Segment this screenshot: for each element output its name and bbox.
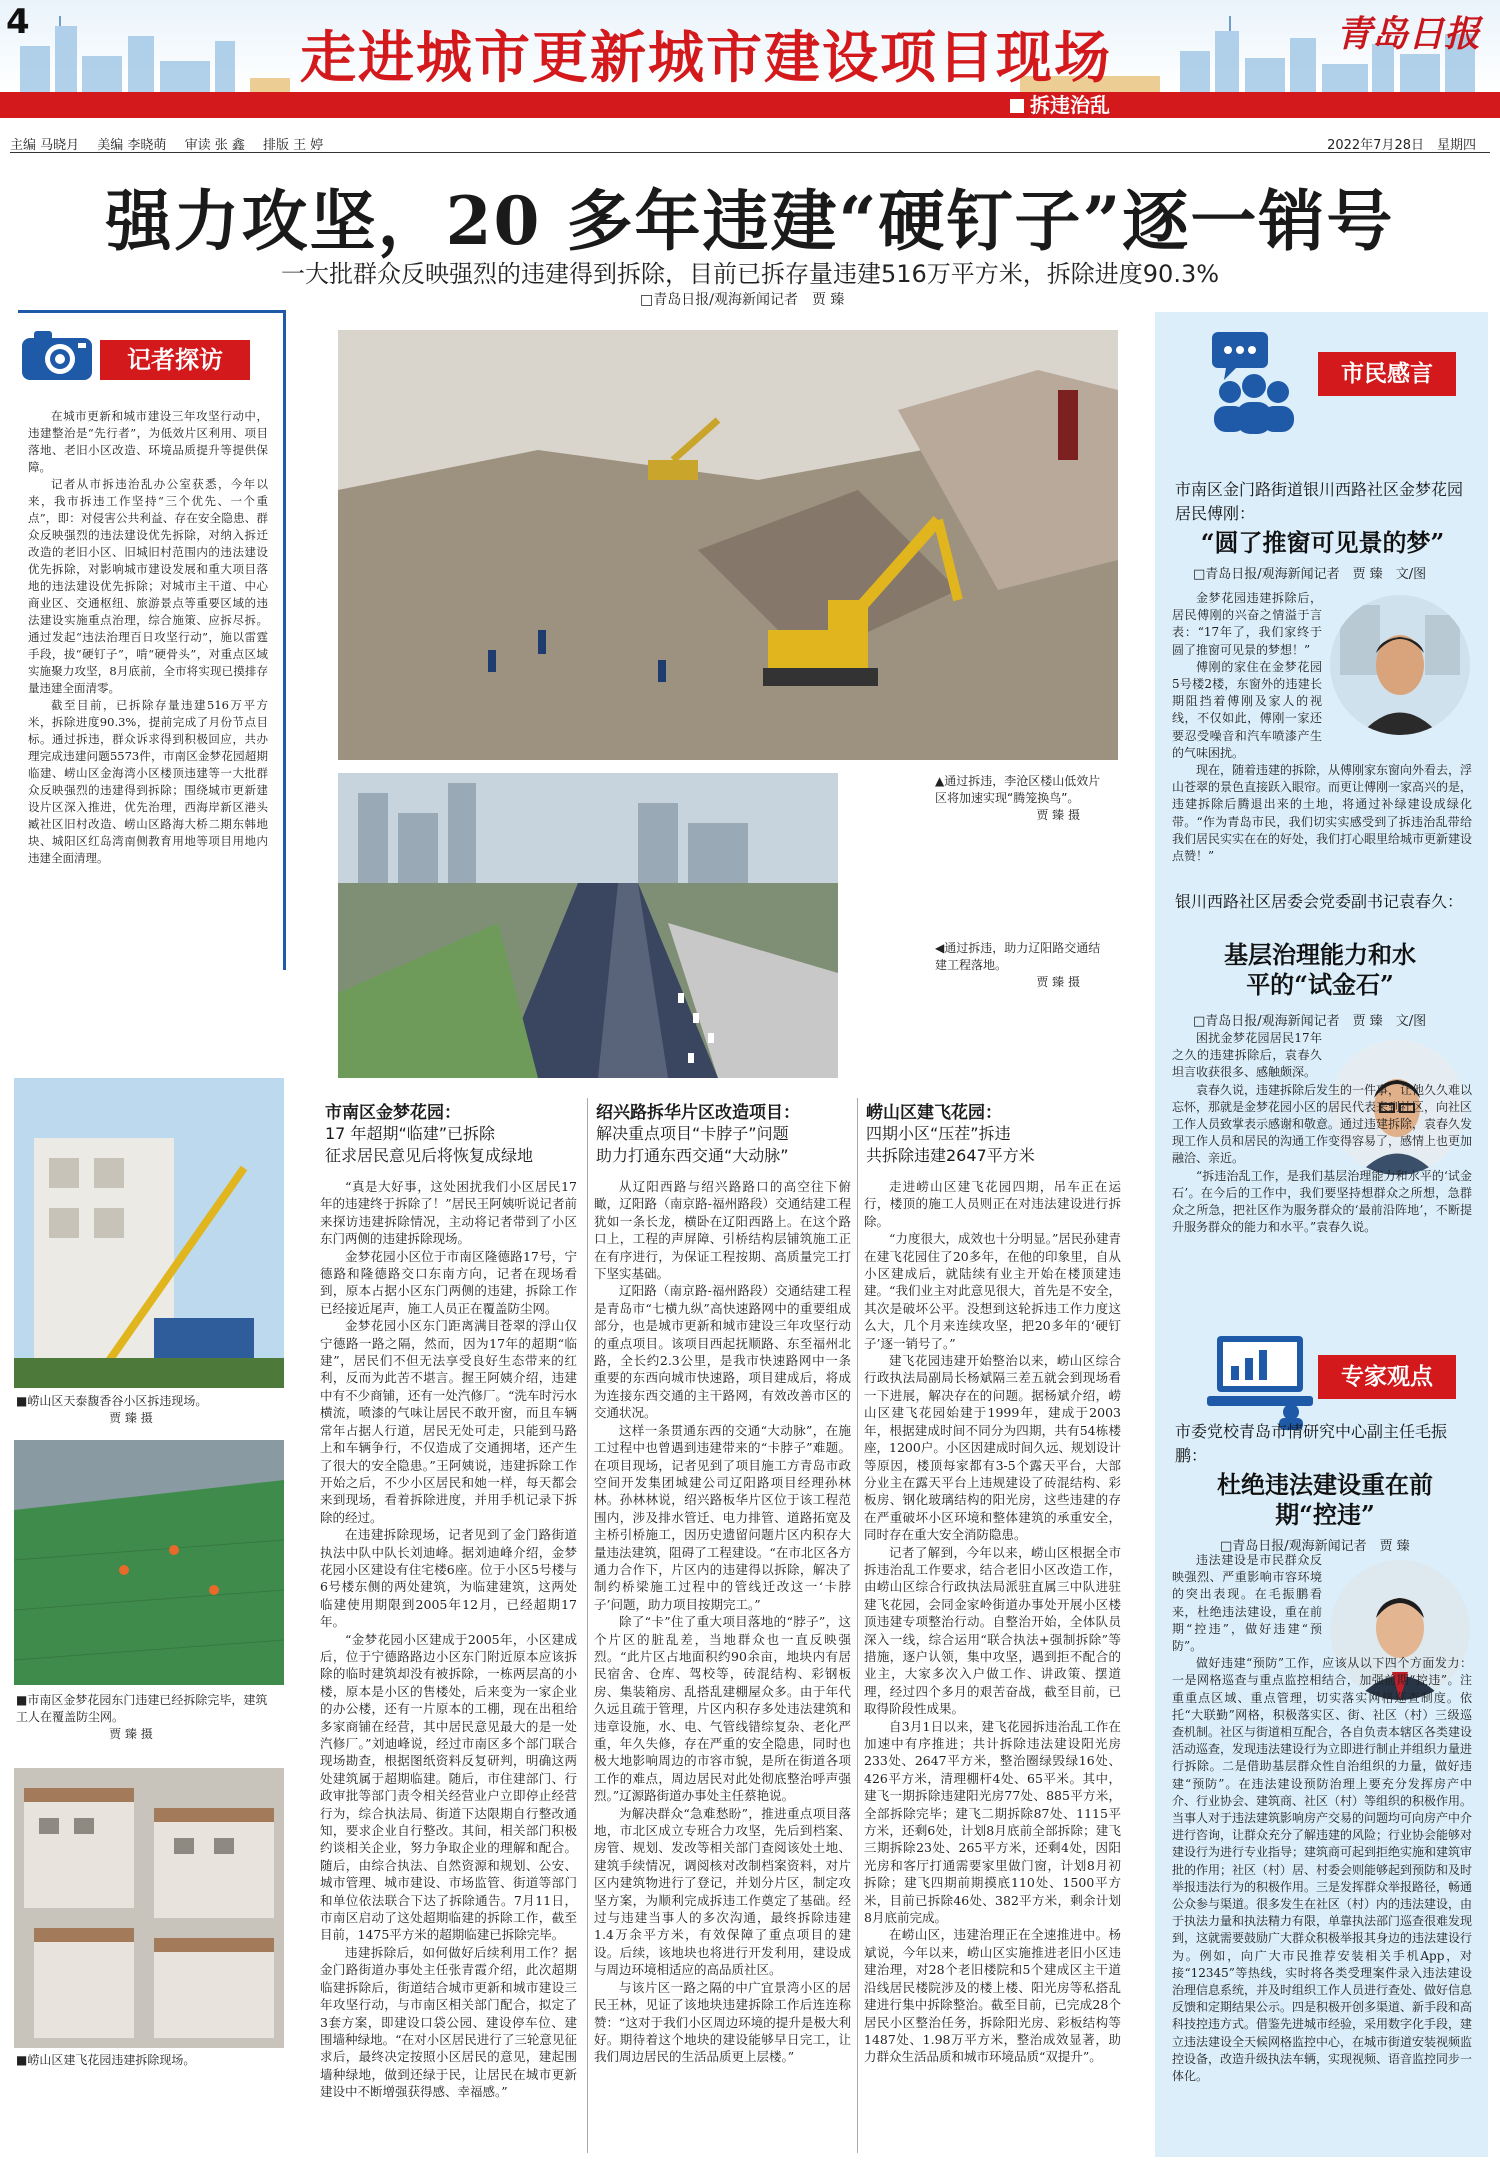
story-body-2 xyxy=(594,1178,851,2153)
resident1-title: “圆了推窗可见景的梦” xyxy=(1200,528,1445,557)
credit-layout: 排版 王 婷 xyxy=(262,138,324,153)
paragraph: 做好违建“预防”工作，应该从以下四个方面发力：一是网格巡查与重点监控相结合，加强前期“控违”。注重重点区域、重点管理，切实落实网格巡查制度。依托“大联勤”网格，积极落实区、街、社区（村）三级巡查机制。社区与街道相互配合，各自负责本辖区各类建设活动巡查，发现违法建设行为立即进行制止并组织力量进行拆除。二是借助基层群众性自治组织的力量，做好违建“预防”。在违法建设预防治理上要充分发挥房产中介、行业协会、建筑商、社区（村）等组织的积极作用。当事人对于违法建筑影响房产交易的问题均可向房产中介进行咨询，让群众充分了解违建的风险；行业协会能够对建设行为进行专业指导；建筑商可起到拒绝实施和建筑审批的作用；社区（村）居、村委会则能够起到预防和及时举报违法行为的积极作用。三是发挥群众举报路径，畅通公众参与渠道。很多发生在社区（村）内的违法建设，由于执法力量和执法精力有限，单靠执法部门巡查很难发现到，这就需要鼓励广大群众积极举报其身边的违法建设行为。例如，向广大市民推荐安装相关手机App，对接“12345”等热线，实时将各类受理案件录入违法建设治理信息系统，并及时组织工作人员进行查处、做好信息反馈和定期结果公示。四是积极开创多渠道、新手段和高科技控违方式。借鉴先进城市经验，采用数字化手段，建立违法建设全天候网格监控中心，在城市街道安装视频监控设备，改造升级执法车辆，实现视频、语音监控同步一体化。 xyxy=(1172,1656,1472,2084)
paragraph: 金梦花园违建拆除后，居民傅刚的兴奋之情溢于言表：“17年了，我们家终于圆了推窗可见景的梦想！” xyxy=(1172,591,1322,657)
caption-left-photo-3 xyxy=(16,2052,276,2069)
caption-text: ◀通过拆违，助力辽阳路交通结建工程落地。 xyxy=(935,941,1101,972)
newspaper-logo: 青岛日报 xyxy=(1335,13,1480,55)
credits-bar xyxy=(10,134,1490,153)
story-subtitle: 助力打通东西交通“大动脉” xyxy=(596,1146,789,1165)
resident2-title: 基层治理能力和水平的“试金石” xyxy=(1224,940,1416,999)
photo-credit: 贾 臻 摄 xyxy=(109,1727,153,1741)
caption-top-photo xyxy=(935,773,1110,824)
paragraph: 困扰金梦花园居民17年之久的违建拆除后，袁春久坦言收获很多、感触颇深。 xyxy=(1172,1031,1322,1080)
issue-date: 2022年7月28日 星期四 xyxy=(1327,138,1476,153)
paragraph: 在违建拆除现场，记者见到了金门路街道执法中队中队长刘迪峰。据刘迪峰介绍，金梦花园小区建设有住宅楼6座。位于小区5号楼与6号楼东侧的两处建筑，为临建建筑，这两处临建使用期限到2005年12月，已经超期17年。 xyxy=(320,1527,577,1630)
story-subtitle: 征求居民意见后将恢复成绿地 xyxy=(325,1146,534,1165)
paragraph: 建飞花园违建开始整治以来，崂山区综合行政执法局副局长杨斌隔三差五就会到现场看一下进展，解决存在的问题。据杨斌介绍，崂山区建飞花园始建于1999年，建成于2003年，根据建成时间不同分为四期，共有54栋楼座，1200户。小区因建成时间久远、规划设计等原因，楼顶每家都有3-5个露天平台，大部分业主在露天平台上违规建设了砖混结构、彩板房、钢化玻璃结构的阳光房，这些违建的存在严重破坏小区环境和整体建筑的承重安全，同时存在重大安全消防隐患。 xyxy=(864,1353,1121,1543)
resident1-byline: □青岛日报/观海新闻记者 贾 臻 文/图 xyxy=(1193,567,1427,582)
divider xyxy=(587,1098,588,2153)
caption-text: ■市南区金梦花园东门违建已经拆除完毕，建筑工人在覆盖防尘网。 xyxy=(16,1693,268,1724)
paragraph: 金梦花园小区东门距离满目苍翠的浮山仅宁德路一路之隔，然而，因为17年的超期“临建”，居民们不但无法享受良好生态带来的红利，反而为此苦不堪言。握王阿姨介绍，违建中有不少商铺，还有一处汽修厂。“洗车时污水横流，喷漆的气味让居民不敢开窗，而且车辆常年占据人行道，居民无处可走，只能到马路上和车辆争行，不仅造成了交通拥堵，还产生了很大的安全隐患。”王阿姨说，违建拆除工作开始之后，不少小区居民和她一样，每天都会来到现场，看着拆除进度，并用手机记录下拆除的经过。 xyxy=(320,1318,577,1525)
divider xyxy=(857,1098,858,2153)
square-icon xyxy=(1010,99,1024,113)
expert-byline: □青岛日报/观海新闻记者 贾 臻 xyxy=(1220,1539,1410,1554)
paragraph: 违建拆除后，如何做好后续利用工作？据金门路街道办事处主任张青霞介绍，此次超期临建拆除后，街道结合城市更新和城市建设三年攻坚行动，与市南区相关部门配合，拟定了3套方案，即建设口袋公园、建设停车位、建围墙种绿地。“在对小区居民进行了三轮意见征求后，最终决定按照小区居民的意见，建起围墙种绿地，做到还绿于民，让居民在城市更新建设中不断增强获得感、幸福感。” xyxy=(320,1944,577,2100)
divider xyxy=(10,152,1490,153)
credit-editor: 主编 马晓月 xyxy=(10,138,80,153)
caption-left-photo-2 xyxy=(16,1692,276,1743)
resident1-intro: 市南区金门路街道银川西路社区金梦花园居民傅刚： xyxy=(1175,480,1464,523)
paragraph: 袁春久说，违建拆除后发生的一件事，让他久久难以忘怀，那就是金梦花园小区的居民代表来到社区，向社区工作人员致掌表示感谢和敬意。通过违建拆除，袁春久发现工作人员和居民的沟通工作变得容易了，感情上也更加融洽、亲近。 xyxy=(1172,1082,1472,1166)
paragraph: 傅刚的家住在金梦花园5号楼2楼，东窗外的违建长期阻挡着傅刚及家人的视线，不仅如此，傅刚一家还要忍受噪音和汽车喷漆产生的气味困扰。 xyxy=(1172,659,1322,760)
reporter-column-text xyxy=(28,408,268,867)
section-tag xyxy=(1000,92,1120,118)
photo-credit: 贾 臻 摄 xyxy=(109,1411,153,1425)
story-subtitle: 共拆除违建2647平方米 xyxy=(866,1146,1035,1165)
story-location: 崂山区建飞花园： xyxy=(866,1103,1002,1123)
story-subtitle: 解决重点项目“卡脖子”问题 xyxy=(596,1124,789,1143)
story-heading-2 xyxy=(596,1098,846,1167)
paragraph: 走进崂山区建飞花园四期，吊车正在运行，楼顶的施工人员则正在对违法建设进行拆除。 xyxy=(864,1179,1121,1229)
paragraph: “拆违治乱工作，是我们基层治理能力和水平的‘试金石’。在今后的工作中，我们要坚持想群众之所想，急群众之所急，把社区作为服务群众的‘最前沿阵地’，不断提升服务群众的能力和水平。”袁春久说。 xyxy=(1172,1168,1472,1235)
story-heading-3 xyxy=(866,1098,1116,1167)
resident2-byline: □青岛日报/观海新闻记者 贾 臻 文/图 xyxy=(1193,1014,1427,1029)
paragraph: 金梦花园小区位于市南区隆德路17号，宁德路和隆德路交口东南方向，记者在现场看到，原本占据小区东门两侧的违建，拆除工作已经接近尾声，施工人员正在覆盖防尘网。 xyxy=(320,1248,577,1316)
expert-intro: 市委党校青岛市情研究中心副主任毛振鹏： xyxy=(1175,1422,1448,1465)
photo-liaoyang-road-aerial xyxy=(338,773,838,1078)
expert-tag: 专家观点 xyxy=(1318,1355,1456,1399)
story-body-1 xyxy=(320,1178,577,2153)
story-heading-1 xyxy=(325,1098,575,1167)
paragraph: 截至目前，已拆除存量违建516万平方米，拆除进度90.3%，提前完成了月份节点目标。通过拆违，群众诉求得到积极回应，共办理完成违建问题5573件，市南区金梦花园超期临建、崂山区金海湾小区楼顶违建等一大批群众反映强烈的违建得到拆除；围绕城市更新建设片区深入推进，优先治理，西海岸新区港头臧社区旧村改造、崂山区路海大桥二期东韩地块、城阳区红岛湾南侧教育用地等项目用地内违建全面清理。 xyxy=(28,698,268,865)
photo-jinmeng-dust-net xyxy=(14,1440,284,1685)
camera-icon xyxy=(20,328,94,382)
caption-text: ▲通过拆违，李沧区楼山低效片区将加速实现“腾笼换鸟”。 xyxy=(935,774,1101,805)
expert-title: 杜绝违法建设重在前期“控违” xyxy=(1217,1470,1433,1529)
caption-text: ■崂山区建飞花园违建拆除现场。 xyxy=(16,2053,196,2067)
expert-laptop-icon xyxy=(1205,1330,1315,1430)
paragraph: 在崂山区，违建治理正在全速推进中。杨斌说，今年以来，崂山区实施推进老旧小区违建治理，对28个老旧楼院和5个建成区主干道沿线居民楼院涉及的楼上楼、阳光房等私搭乱建进行集中拆除整治。截至目前，已完成28个居民小区整治任务，拆除阳光房、彩板结构等1487处、1.98万平方米，整治成效显著，助力群众生活品质和城市环境品质“双提升”。 xyxy=(864,1927,1121,2065)
story-body-3 xyxy=(864,1178,1121,2153)
paragraph: 在城市更新和城市建设三年攻坚行动中，违建整治是“先行者”，为低效片区利用、项目落地、老旧小区改造、环境品质提升等提供保障。 xyxy=(28,409,268,474)
credit-review: 审读 张 鑫 xyxy=(184,138,245,153)
resident2-intro: 银川西路社区居委会党委副书记袁春久： xyxy=(1175,892,1464,911)
credit-art: 美编 李晓萌 xyxy=(97,138,167,153)
paragraph: 辽阳路（南京路-福州路段）交通结建工程是青岛市“七横九纵”高快速路网中的重要组成部分，也是城市更新和城市建设三年攻坚行动的重点项目。该项目西起抚顺路、东至福州北路，全长约2.3公里，是我市快速路网中一条重要的东西向城市快速路，项目建成后，将成为连接东西交通的主干路网，有效改善市区的交通状况。 xyxy=(594,1283,851,1421)
section-label: 拆违治乱 xyxy=(1030,93,1110,117)
caption-left-photo-1 xyxy=(16,1393,276,1427)
paragraph: 违法建设是市民群众反映强烈、严重影响市容环境的突出表现。在毛振鹏看来，杜绝违法建设，重在前期“控违”，做好违建“预防”。 xyxy=(1172,1553,1322,1654)
paragraph: “金梦花园小区建成于2005年，小区建成后，位于宁德路路边小区东门附近原本应该拆除的临时建筑却没有被拆除，一栋两层高的小楼，原本是小区的售楼处，后来变为一家企业的办公楼，还有一片原本的工棚，现在出租给多家商铺在经营，其中居民意见最大的是一处汽修厂。”刘迪峰说，经过市南区多个部门联合现场勘查，根据图纸资料反复研判，明确这两处建筑属于超期临建。随后，市住建部门、行政审批等部门责令相关经营业户立即停止经营行为，综合执法局、街道下达限期自行整改通知，要求企业自行整改。其间，相关部门积极约谈相关企业，努力争取企业的理解和配合。随后，由综合执法、自然资源和规划、公安、城市管理、城市建设、市场监管、街道等部门和单位依法联合下达了拆除通告。7月11日，市南区启动了这处超期临建的拆除工作，截至目前，1475平方米的超期临建已拆除完毕。 xyxy=(320,1631,577,1943)
photo-credit: 贾 臻 摄 xyxy=(1036,808,1080,822)
page-number: 4 xyxy=(6,2,30,42)
reporter-tag: 记者探访 xyxy=(100,340,250,380)
people-chat-icon xyxy=(1200,330,1310,440)
paragraph: 自3月1日以来，建飞花园拆违治乱工作在加速中有序推进；共计拆除违法建设阳光房233处、2647平方米，整治圈绿毁绿16处、426平方米，清理棚杆4处、65平米。其中，建飞一期拆除违建阳光房77处、885平方米，全部拆除完毕；建飞二期拆除87处、1115平方米，还剩6处，计划8月底前全部拆除；建飞三期拆除23处、265平方米，还剩4处，因阳光房和客厅打通需要家里做门窗，计划8月初拆除；建飞四期前期摸底110处、1500平方米，目前已拆除46处、382平方米，剩余计划8月底前完成。 xyxy=(864,1718,1121,1926)
paragraph: 为解决群众“急难愁盼”，推进重点项目落地，市北区成立专班合力攻坚，先后到档案、房管、规划、发改等相关部门查阅该处土地、建筑手续情况，调阅核对改制档案资料，对片区内建筑物进行了登记，并划分片区，制定攻坚方案，为顺利完成拆违工作奠定了基础。经过与违建当事人的多次沟通，最终拆除违建1.4万余平方米，有效保障了重点项目的建设。后续，该地块也将进行开发利用，建设成与周边环境相适应的高品质社区。 xyxy=(594,1805,851,1978)
story-location: 市南区金梦花园： xyxy=(325,1103,461,1123)
paragraph: “力度很大，成效也十分明显。”居民孙建青在建飞花园住了20多年，在他的印象里，自从小区建成后，就陆续有业主开始在楼顶建违建。“我们业主对此意见很大，首先是不安全，其次是破坏公平。没想到这轮拆违工作力度这么大，几个月来连续攻坚，把20多年的‘硬钉子’逐一销号了。” xyxy=(864,1231,1121,1351)
paragraph: 除了“卡”住了重大项目落地的“脖子”，这个片区的脏乱差，当地群众也一直反映强烈。“此片区占地面积约90余亩，地块内有居民宿舍、仓库、驾校等，砖混结构、彩钢板房、集装箱房、乱搭乱建棚屋众多。由于年代久远且疏于管理，片区内积存多处违法建筑和违章设施，水、电、气管线错综复杂、老化严重，年久失修，存在严重的安全隐患，同时也极大地影响周边的市容市貌，是所在街道各项工作的难点，周边居民对此处彻底整治呼声强烈。”辽源路街道办事处主任蔡艳说。 xyxy=(594,1614,851,1804)
main-byline: □青岛日报/观海新闻记者 贾 臻 xyxy=(640,292,845,308)
main-headline: 强力攻坚，20 多年违建“硬钉子”逐一销号 xyxy=(105,182,1395,260)
paragraph: 从辽阳西路与绍兴路路口的高空往下俯瞰，辽阳路（南京路-福州路段）交通结建工程犹如一条长龙，横卧在辽阳西路上。在这个路口上，工程的声屏障、引桥结构层铺筑施工正在有序进行，为保证工程按期、高质量完工打下坚实基础。 xyxy=(594,1179,851,1282)
section-banner-title: 走进城市更新城市建设项目现场 xyxy=(300,25,1112,91)
paragraph: 与该片区一路之隔的中广宜景湾小区的居民王林，见证了该地块违建拆除工作后连连称赞：“这对于我们小区周边环境的提升是极大利好。期待着这个地块的建设能够早日完工，让我们周边居民的生活品质更上层楼。” xyxy=(594,1979,851,2065)
photo-credit: 贾 臻 摄 xyxy=(1036,975,1080,989)
caption-text: ■崂山区天泰馥香谷小区拆违现场。 xyxy=(16,1394,208,1408)
paragraph: 记者了解到，今年以来，崂山区根据全市拆违治乱工作要求，结合老旧小区改造工作，由崂山区综合行政执法局派驻直属三中队进驻建飞花园，会同金家岭街道办事处开展小区楼顶违建专项整治行动。自整治开始，全体队员深入一线，综合运用“联合执法+强制拆除”等措施，逐户认领，集中攻坚，遇到拒不配合的业主，大家多次入户做工作、讲政策、摆道理，经过四个多月的艰苦奋战，截至目前，已取得阶段性成果。 xyxy=(864,1544,1121,1717)
photo-demolition-excavators xyxy=(338,330,1118,760)
masthead xyxy=(0,0,1500,128)
paragraph: 记者从市拆违治乱办公室获悉，今年以来，我市拆违工作坚持“三个优先、一个重点”，即：对侵害公共利益、存在安全隐患、群众反映强烈的违法建设优先拆除，对纳入拆迁改造的老旧小区、旧城旧村范围内的违法建设优先拆除，对影响城市建设发展和重大项目落地的违法建设优先拆除；对城市主干道、中心商业区、交通枢纽、旅游景点等重要区域的违法建设实施重点治理，综合施策、应拆尽拆。通过发起“违法治理百日攻坚行动”，施以雷霆手段，拔“硬钉子”，啃“硬骨头”，对重点区域实施聚力攻坚，8月底前，全市将实现已摸排存量违建全面清零。 xyxy=(28,477,268,695)
story-location: 绍兴路拆华片区改造项目： xyxy=(596,1103,800,1123)
story-subtitle: 17 年超期“临建”已拆除 xyxy=(325,1124,496,1143)
photo-jianfei-garden xyxy=(14,1768,284,2048)
paragraph: 这样一条贯通东西的交通“大动脉”，在施工过程中也曾遇到违建带来的“卡脖子”难题。在项目现场，记者见到了项目施工方青岛市政空间开发集团城建公司辽阳路项目经理孙林林。孙林林说，绍兴路板华片区位于该工程范围内，涉及排水管迁、电力排管、道路拓宽及主桥引桥施工，因历史遗留问题片区内积存大量违法建筑，阻碍了工程建设。“在市北区各方通力合作下，片区内的违建得以拆除，解决了制约桥梁施工过程中的管线迁改这一‘卡脖子’问题，助力项目按期完工。” xyxy=(594,1422,851,1612)
photo-tiantai-fuxianggu xyxy=(14,1078,284,1388)
caption-road-photo xyxy=(935,940,1110,991)
story-subtitle: 四期小区“压茬”拆违 xyxy=(866,1124,1011,1143)
resident1-text xyxy=(1172,590,1472,895)
paragraph: 现在，随着违建的拆除，从傅刚家东窗向外看去，浮山苍翠的景色直接跃入眼帘。而更让傅刚一家高兴的是，违建拆除后腾退出来的土地，将通过补绿建设成绿化带。“作为青岛市民，我们切实实感受到了拆违治乱带给我们居民实实在在的好处，我们打心眼里给城市更新建设点赞！” xyxy=(1172,763,1472,864)
sub-headline: 一大批群众反映强烈的违建得到拆除，目前已拆存量违建516万平方米，拆除进度90.3% xyxy=(280,260,1220,288)
expert-text xyxy=(1172,1552,1472,2152)
residents-tag: 市民感言 xyxy=(1318,352,1456,396)
red-band xyxy=(0,92,1500,118)
resident2-text xyxy=(1172,1030,1472,1300)
paragraph: “真是大好事，这处困扰我们小区居民17年的违建终于拆除了！”居民王阿姨听说记者前来探访违建拆除情况，主动将记者带到了小区东门两侧的违建拆除现场。 xyxy=(320,1179,577,1247)
